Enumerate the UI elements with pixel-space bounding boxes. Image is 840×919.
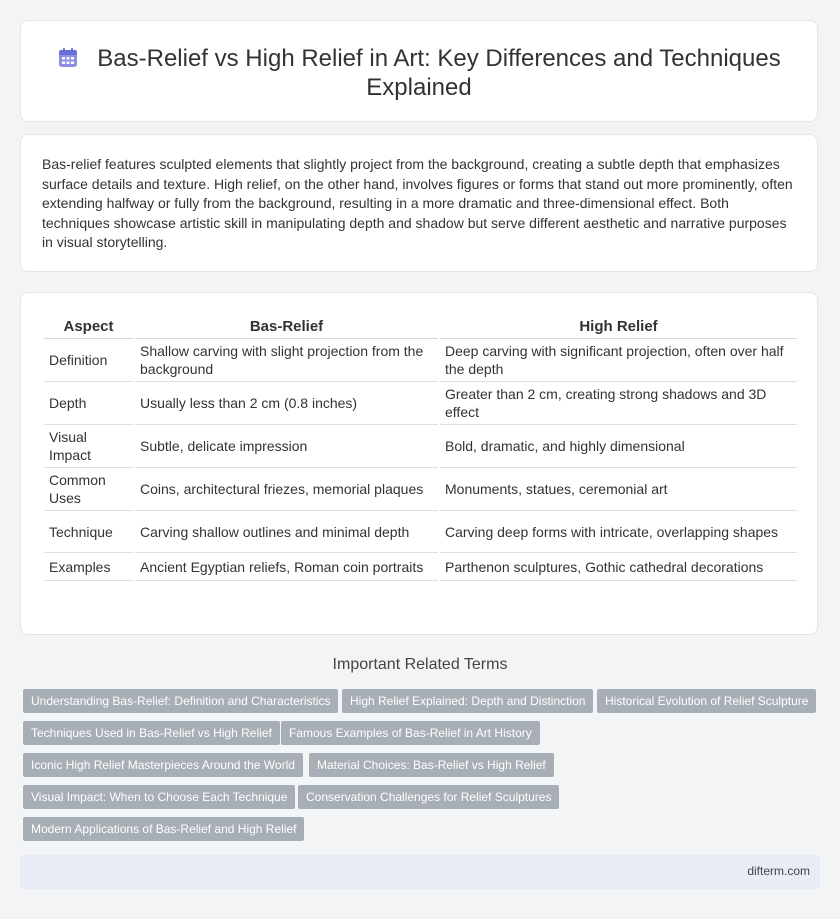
row-bas-relief: Subtle, delicate impression [135,425,438,468]
row-bas-relief: Usually less than 2 cm (0.8 inches) [135,382,438,425]
header-aspect: Aspect [44,315,133,339]
title-card [20,20,818,122]
related-term-tag[interactable]: Conservation Challenges for Relief Sculptures [298,785,559,809]
related-terms-heading: Important Related Terms [332,656,508,673]
page-title [41,44,797,102]
row-aspect: Examples [44,553,133,581]
related-term-tag[interactable]: Famous Examples of Bas-Relief in Art History [281,721,540,745]
related-term-tag[interactable]: Techniques Used in Bas-Relief vs High Relief [23,721,280,745]
row-bas-relief: Carving shallow outlines and minimal depth [135,511,438,553]
row-high-relief: Parthenon sculptures, Gothic cathedral decorations [440,553,797,581]
row-high-relief: Monuments, statues, ceremonial art [440,468,797,511]
intro-paragraph: Bas-relief features sculpted elements that slightly project from the background, creating a subtle depth that emphasizes surface details and texture. High relief, on the other hand, involves figures or forms that stand out more prominently, often extending halfway or fully from the background, resulting in a more dramatic and three-dimensional effect. Both techniques showcase artistic skill in manipulating depth and shadow but serve different aesthetic and narrative purposes in visual storytelling. [42,156,793,251]
title-line-1: Bas-Relief vs High Relief in Art: Key Differences and Techniques [97,45,781,72]
calendar-icon [57,47,79,69]
row-aspect: Technique [44,511,133,553]
row-bas-relief: Coins, architectural friezes, memorial plaques [135,468,438,511]
related-term-tag[interactable]: Visual Impact: When to Choose Each Technique [23,785,295,809]
table-row [44,511,797,553]
related-term-tag[interactable]: Modern Applications of Bas-Relief and High Relief [23,817,304,841]
row-aspect: Visual Impact [44,425,133,468]
intro-card [20,134,818,272]
row-aspect: Depth [44,382,133,425]
row-high-relief: Greater than 2 cm, creating strong shadows and 3D effect [440,382,797,425]
related-term-tag[interactable]: Iconic High Relief Masterpieces Around the World [23,753,303,777]
table-row [44,339,797,382]
row-high-relief: Deep carving with significant projection, often over half the depth [440,339,797,382]
row-high-relief: Bold, dramatic, and highly dimensional [440,425,797,468]
related-term-tag[interactable]: Historical Evolution of Relief Sculpture [597,689,816,713]
row-bas-relief: Shallow carving with slight projection from the background [135,339,438,382]
table-row [44,468,797,511]
table-row [44,553,797,581]
row-aspect: Common Uses [44,468,133,511]
title-line-2: Explained [366,74,472,101]
row-bas-relief: Ancient Egyptian reliefs, Roman coin portraits [135,553,438,581]
footer [20,855,820,889]
comparison-card [20,292,818,635]
table-header-row [44,315,797,339]
footer-site-link[interactable]: difterm.com [747,864,810,878]
row-aspect: Definition [44,339,133,382]
table-row [44,382,797,425]
related-term-tag[interactable]: Understanding Bas-Relief: Definition and Characteristics [23,689,338,713]
comparison-table [42,315,799,581]
row-high-relief: Carving deep forms with intricate, overlapping shapes [440,511,797,553]
header-high-relief: High Relief [440,315,797,339]
related-term-tag[interactable]: Material Choices: Bas-Relief vs High Relief [309,753,554,777]
related-term-tag[interactable]: High Relief Explained: Depth and Distinction [342,689,593,713]
header-bas-relief: Bas-Relief [135,315,438,339]
table-row [44,425,797,468]
